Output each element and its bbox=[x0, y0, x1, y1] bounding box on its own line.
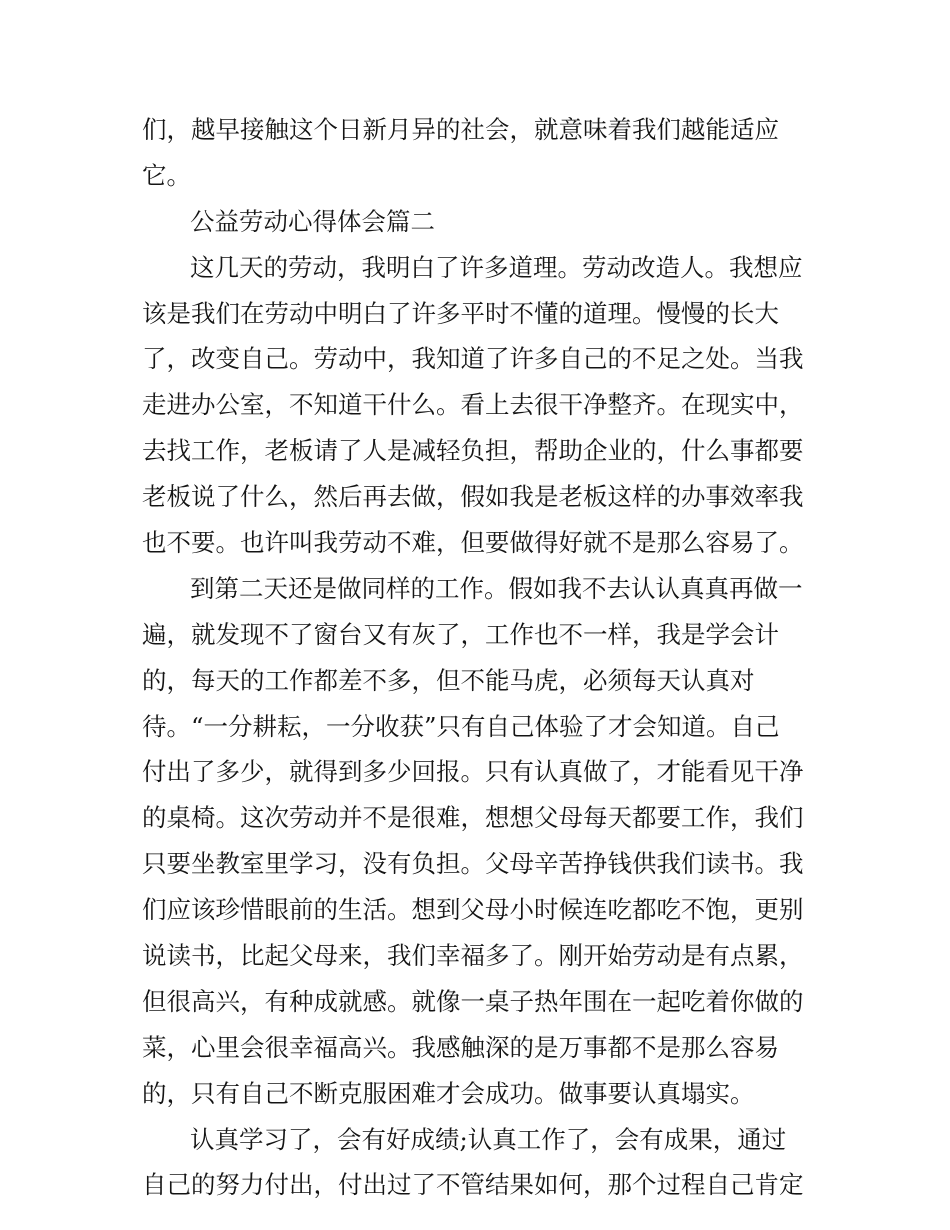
text-line: 去找工作，老板请了人是减轻负担，帮助企业的，什么事都要 bbox=[142, 436, 804, 466]
text-line: 走进办公室，不知道干什么。看上去很干净整齐。在现实中， bbox=[142, 390, 804, 420]
paragraph-start-line: 这几天的劳动，我明白了许多道理。劳动改造人。我想应 bbox=[190, 252, 803, 282]
text-line: 的，每天的工作都差不多，但不能马虎，必须每天认真对 bbox=[142, 665, 755, 695]
document-body bbox=[142, 107, 814, 1208]
text-line: 也不要。也许叫我劳动不难，但要做得好就不是那么容易了。 bbox=[142, 528, 804, 558]
paragraph-start-line: 到第二天还是做同样的工作。假如我不去认认真真再做一 bbox=[190, 573, 803, 603]
paragraph-start-line: 认真学习了，会有好成绩;认真工作了，会有成果，通过 bbox=[190, 1124, 787, 1154]
text-line: 老板说了什么，然后再去做，假如我是老板这样的办事效率我 bbox=[142, 482, 804, 512]
text-line: 遍，就发现不了窗台又有灰了，工作也不一样，我是学会计 bbox=[142, 619, 779, 649]
text-line: 的，只有自己不断克服困难才会成功。做事要认真塌实。 bbox=[142, 1078, 755, 1108]
text-line: 该是我们在劳动中明白了许多平时不懂的道理。慢慢的长大 bbox=[142, 298, 779, 328]
text-line: 们，越早接触这个日新月异的社会，就意味着我们越能适应 bbox=[142, 115, 779, 144]
text-line: 付出了多少，就得到多少回报。只有认真做了，才能看见干净 bbox=[142, 757, 804, 787]
text-line: 但很高兴，有种成就感。就像一桌子热年围在一起吃着你做的 bbox=[142, 986, 804, 1016]
text-line: 们应该珍惜眼前的生活。想到父母小时候连吃都吃不饱，更别 bbox=[142, 895, 804, 925]
paragraph-start-line: 公益劳动心得体会篇二 bbox=[190, 206, 435, 236]
text-line: 的桌椅。这次劳动并不是很难，想想父母每天都要工作，我们 bbox=[142, 803, 804, 833]
text-line: 了，改变自己。劳动中，我知道了许多自己的不足之处。当我 bbox=[142, 344, 804, 374]
text-line: 待。“一分耕耘，一分收获”只有自己体验了才会知道。自己 bbox=[142, 711, 780, 741]
text-line: 菜，心里会很幸福高兴。我感触深的是万事都不是那么容易 bbox=[142, 1032, 779, 1062]
text-line: 只要坐教室里学习，没有负担。父母辛苦挣钱供我们读书。我 bbox=[142, 849, 804, 879]
text-line: 自己的努力付出，付出过了不管结果如何，那个过程自己肯定 bbox=[142, 1170, 804, 1200]
text-line: 它。 bbox=[142, 160, 191, 190]
text-line: 说读书，比起父母来，我们幸福多了。刚开始劳动是有点累， bbox=[142, 941, 804, 971]
